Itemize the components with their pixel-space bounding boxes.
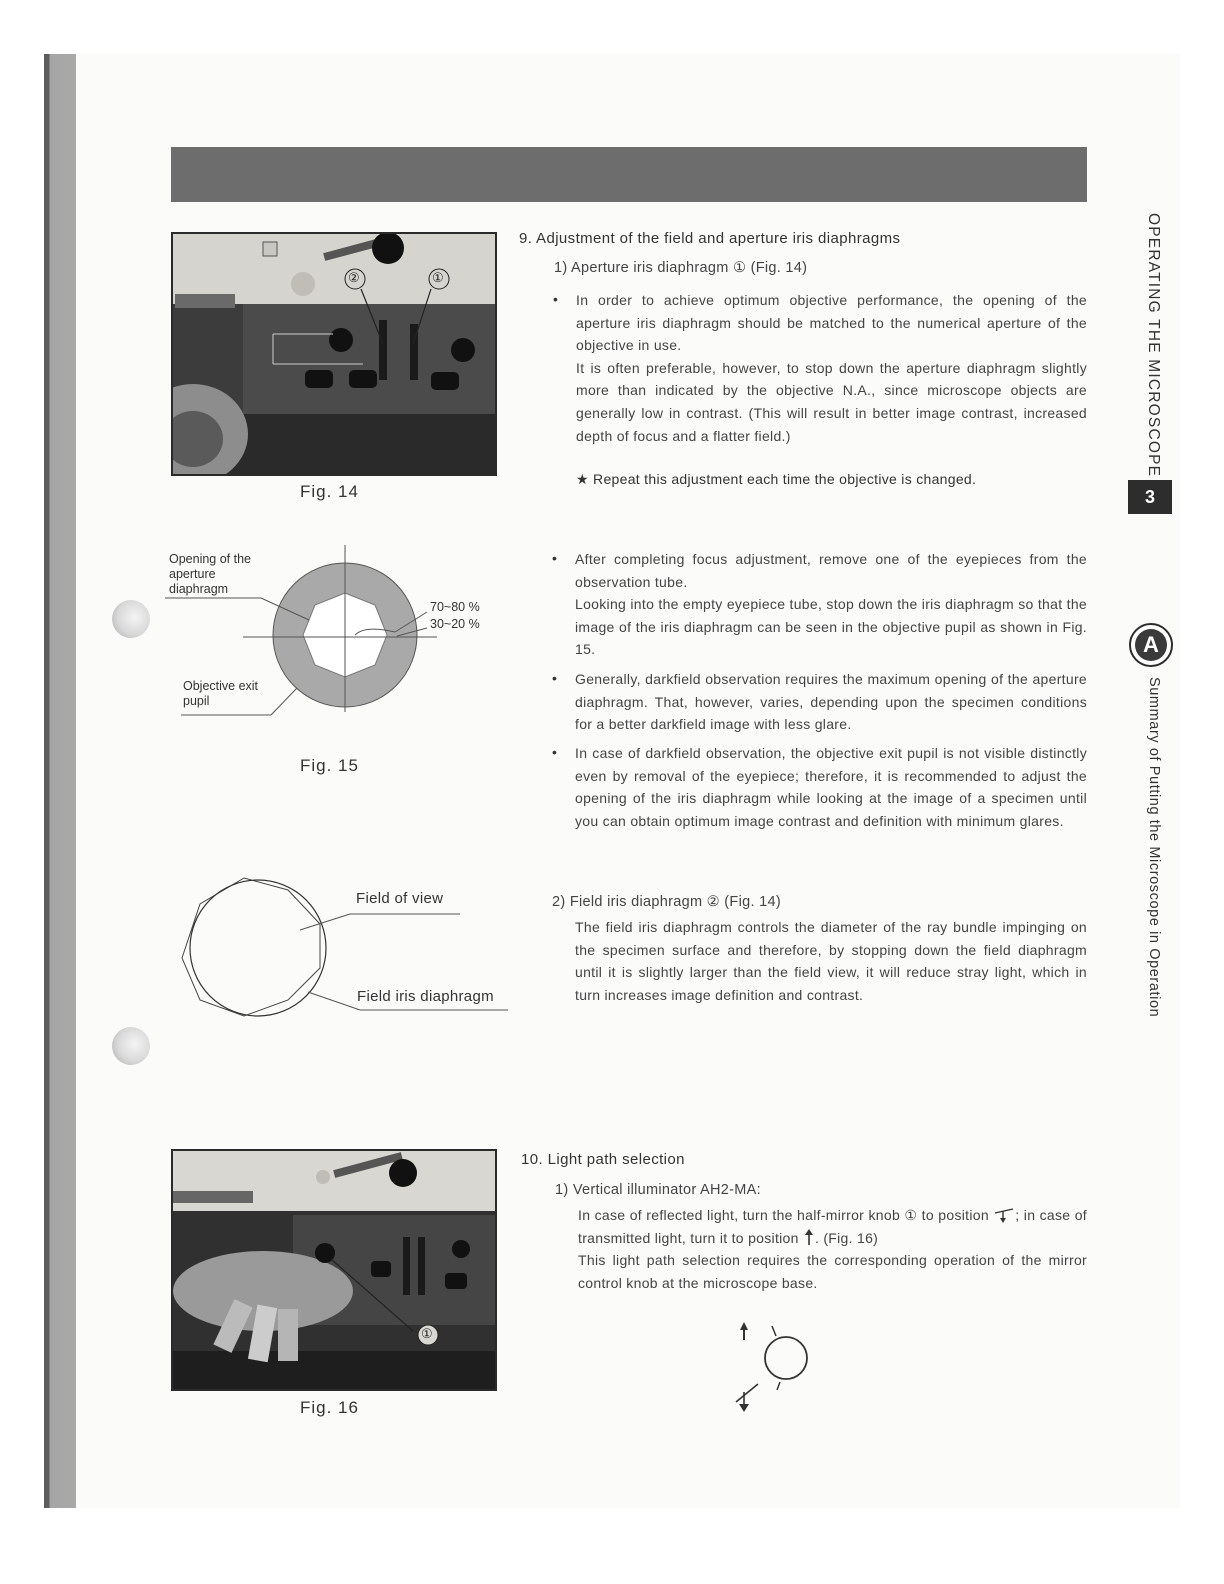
fig15-pupil-label: Objective exit pupil [183, 679, 259, 708]
section10-p-d: This light path selection requires the corresponding operation of the mirror control knob at the microscope base. [578, 1252, 1087, 1291]
section9-bullet2 [575, 548, 1087, 661]
section10-p-b: ; in case of transmitted light, turn it to position [578, 1207, 1087, 1246]
fig14-callout-1: ① [432, 270, 444, 285]
section-letter: A [1135, 629, 1167, 661]
chapter-number: 3 [1144, 486, 1155, 507]
section9-sub2-p: The field iris diaphragm controls the diameter of the ray bundle impinging on the specimen surface and therefore, by stopping down the field diaphragm until it is slightly larger than the field view, it will reduce stray light, which in turn increases image definition and contrast. [575, 919, 1087, 1003]
field-of-view-label: Field of view [356, 890, 444, 907]
section9-b2-p1: After completing focus adjustment, remove one of the eyepieces from the observation tube. [575, 551, 1087, 590]
reflected-position-icon [993, 1207, 1015, 1223]
section-tab [1129, 623, 1173, 667]
fig15-pct-high: 70~80 % [430, 600, 480, 614]
fig16-photo [171, 1149, 497, 1391]
fig15-opening-label: Opening of the aperture diaphragm [169, 552, 252, 596]
chapter-title: OPERATING THE MICROSCOPE [1145, 213, 1162, 478]
section9-sub2-text [575, 916, 1087, 1006]
section10-p-c: . (Fig. 16) [814, 1229, 879, 1246]
section9-b3: Generally, darkfield observation requires the maximum opening of the aperture diaphragm. That, however, varies, depending upon the specimen conditions for a better darkfield image with less glare. [575, 671, 1087, 733]
section10-text [578, 1204, 1087, 1294]
section10-p-a: In case of reflected light, turn the half-mirror knob ① to position [578, 1207, 989, 1223]
fig15-label: Fig. 15 [300, 756, 359, 775]
bullet-3: • [552, 670, 557, 686]
binding-strip [44, 54, 76, 1508]
fig15-pct-low: 30~20 % [430, 617, 480, 631]
bullet-4: • [552, 744, 557, 760]
section10-sub1: 1) Vertical illuminator AH2-MA: [555, 1182, 761, 1198]
fig14-photo [171, 232, 497, 476]
section9-star-note: ★ Repeat this adjustment each time the objective is changed. [576, 471, 977, 487]
field-iris-label: Field iris diaphragm [357, 988, 494, 1005]
section9-bullet3 [575, 668, 1087, 736]
section9-b1-p1: In order to achieve optimum objective performance, the opening of the aperture iris diaphragm should be matched to the numerical aperture of the objective in use. [576, 292, 1087, 354]
section9-heading: 9. Adjustment of the field and aperture iris diaphragms [519, 230, 901, 247]
section9-sub1: 1) Aperture iris diaphragm ① (Fig. 14) [554, 260, 808, 276]
section9-b1-p2: It is often preferable, however, to stop down the aperture diaphragm slightly more than indicated by the objective N.A., since microscope objects are generally low in contrast. (This will result in better image contrast, increased depth of focus and a flatter field.) [576, 359, 1087, 444]
header-bar [171, 147, 1087, 202]
binder-hole-top [112, 600, 150, 638]
fig16-callout-1: ① [421, 1326, 433, 1341]
section9-bullet1 [576, 289, 1087, 447]
binder-hole-bottom [112, 1027, 150, 1065]
bullet-2: • [552, 550, 557, 566]
section9-b4: In case of darkfield observation, the objective exit pupil is not visible distinctly even by removal of the eyepiece; therefore, it is recommended to adjust the opening of the iris diaphragm while looking at the image of a specimen until you can obtain optimum image contrast and definition with minimum glares. [575, 745, 1087, 829]
section9-bullet4 [575, 742, 1087, 832]
fig14-callout-2: ② [348, 270, 360, 285]
knob-position-diagram [728, 1318, 818, 1418]
section9-b2-p2: Looking into the empty eyepiece tube, stop down the iris diaphragm so that the image of the iris diaphragm can be seen in the objective pupil as shown in Fig. 15. [575, 596, 1087, 658]
bullet-1: • [553, 291, 558, 307]
section10-heading: 10. Light path selection [521, 1151, 685, 1168]
fig16-label: Fig. 16 [300, 1398, 359, 1417]
section9-sub2: 2) Field iris diaphragm ② (Fig. 14) [552, 894, 781, 910]
chapter-tab [1128, 480, 1172, 514]
transmitted-position-icon [803, 1229, 815, 1245]
fig14-label: Fig. 14 [300, 482, 359, 501]
section-title: Summary of Putting the Microscope in Operation [1146, 677, 1162, 1018]
